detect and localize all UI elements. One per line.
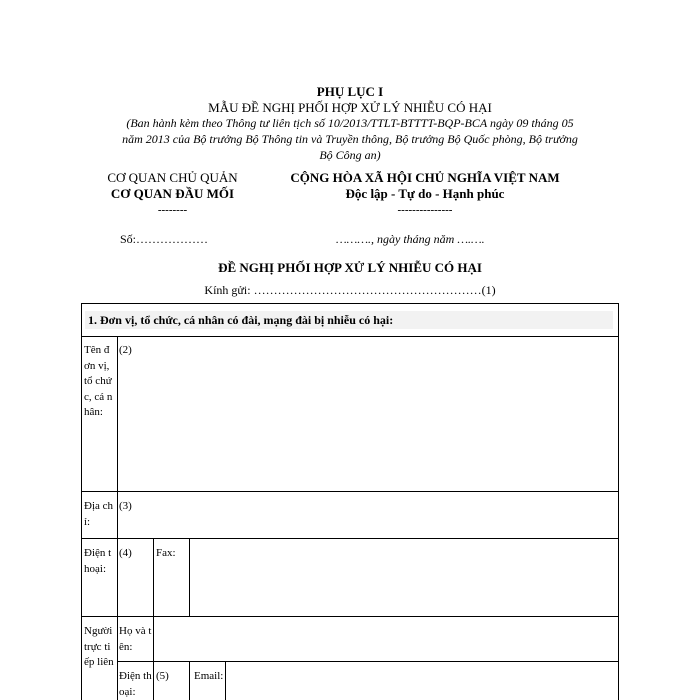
column-divider <box>189 661 190 700</box>
phone-field[interactable]: (4) <box>119 547 132 559</box>
document-number: Số:……………… <box>120 232 209 246</box>
contact-person-label: Người trực tiếp liên <box>84 625 114 668</box>
address-label: Địa chỉ: <box>84 500 114 528</box>
legal-note-line-1: (Ban hành kèm theo Thông tư liên tịch số 10/2013/TTLT-BTTTT-BQP-BCA ngày 09 tháng 05 <box>126 116 574 130</box>
contact-phone-field[interactable]: (5) <box>156 670 169 682</box>
table-border-right <box>618 303 619 700</box>
document-date: ………., ngày tháng năm ….…. <box>336 232 485 246</box>
document-title: ĐỀ NGHỊ PHỐI HỢP XỬ LÝ NHIỄU CÓ HẠI <box>218 260 482 275</box>
label-column-divider <box>117 336 118 700</box>
national-motto: Độc lập - Tự do - Hạnh phúc <box>345 186 505 201</box>
appendix-title: PHỤ LỤC I <box>316 84 384 99</box>
email-label: Email: <box>194 670 224 682</box>
address-field[interactable]: (3) <box>119 500 132 512</box>
row-divider <box>81 491 619 492</box>
contact-phone-label: Điện thoại: <box>119 670 152 698</box>
table-border-left <box>81 303 82 700</box>
legal-note-line-2: năm 2013 của Bộ trưởng Bộ Thông tin và Truyền thông, Bộ trưởng Bộ Quốc phòng, Bộ trưởng <box>122 132 578 146</box>
fax-field[interactable] <box>190 539 618 616</box>
governing-agency: CƠ QUAN CHỦ QUẢN <box>107 170 238 185</box>
left-divider-dashes: -------- <box>157 204 188 216</box>
phone-label: Điện thoại: <box>84 547 112 575</box>
nation-name: CỘNG HÒA XÃ HỘI CHỦ NGHĨA VIỆT NAM <box>290 170 560 185</box>
fax-label: Fax: <box>156 547 176 559</box>
table-border-top <box>81 303 619 304</box>
contact-name-label: Họ và tên: <box>119 625 152 653</box>
focal-agency: CƠ QUAN ĐẦU MỐI <box>110 186 235 201</box>
org-name-label: Tên đơn vị, tổ chức, cá nhân: <box>84 344 113 418</box>
org-name-field[interactable]: (2) <box>119 344 132 356</box>
column-divider <box>153 538 154 616</box>
right-divider-dashes: --------------- <box>397 204 453 216</box>
email-field[interactable] <box>226 662 618 700</box>
contact-name-field[interactable] <box>154 617 618 661</box>
row-divider <box>81 336 619 337</box>
recipient-line: Kính gửi: …………………………………………………(1) <box>204 283 496 297</box>
section-1-header: 1. Đơn vị, tổ chức, cá nhân có đài, mạng đài bị nhiễu có hại: <box>88 313 394 327</box>
form-title: MẪU ĐỀ NGHỊ PHỐI HỢP XỬ LÝ NHIỄU CÓ HẠI <box>208 100 492 115</box>
legal-note-line-3: Bộ Công an) <box>319 148 381 162</box>
